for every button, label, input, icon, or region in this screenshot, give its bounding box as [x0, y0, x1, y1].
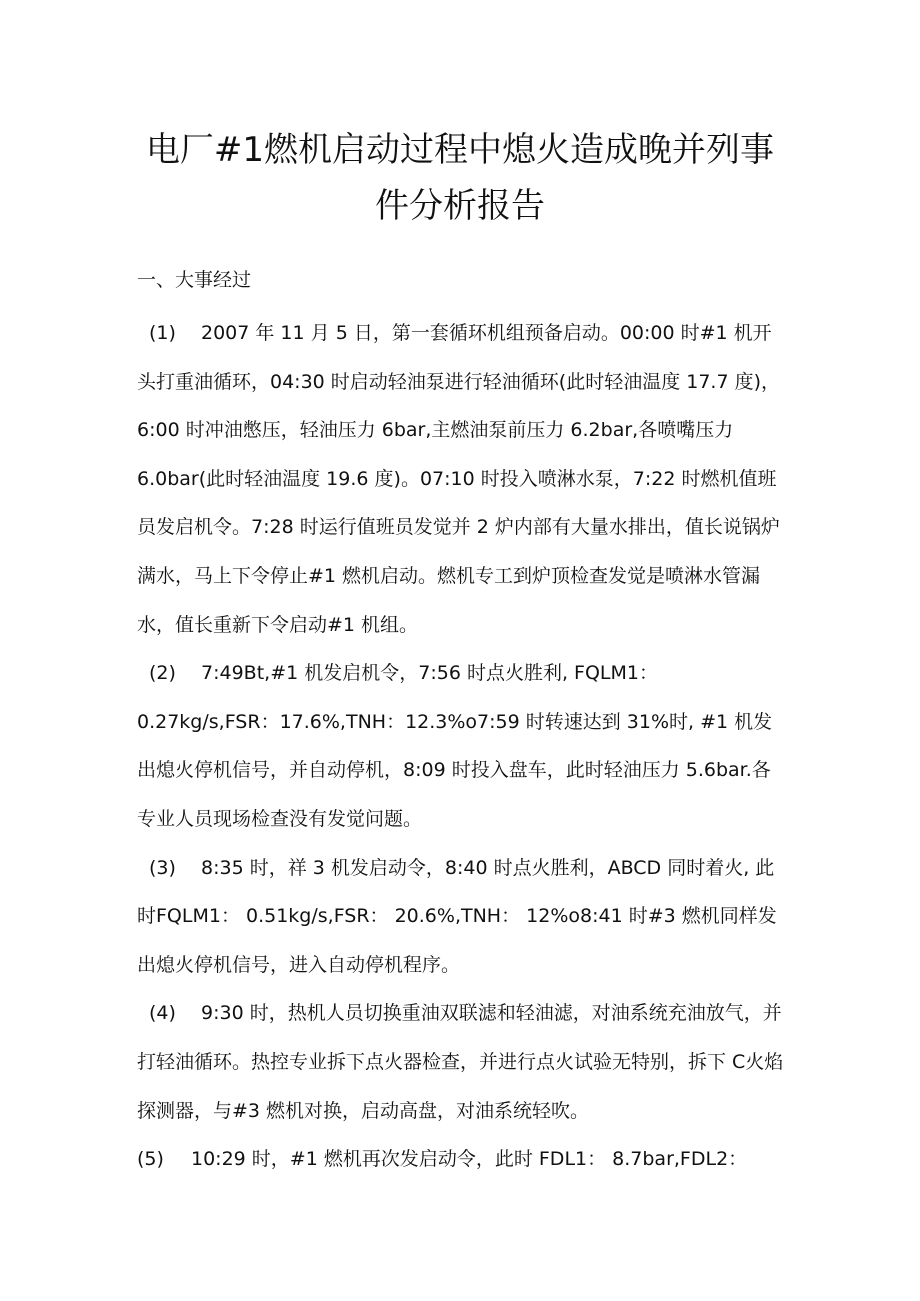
- paragraph-number: (2): [149, 662, 176, 685]
- paragraph-text: 2007 年 11 月 5 日，第一套循环机组预备启动。00:00 时#1 机开头打重油循环，04:30 时启动轻油泵进行轻油循环(此时轻油温度 17.7 度)，6:00 时冲油憋压，轻油压力 6bar,主燃油泵前压力 6.2bar,各喷嘴压力6.0bar(此时轻油温度 19.6 度)。07:10 时投入喷淋水泵，7:22 时燃机值班员发启机令。7:28 时运行值班员发觉并 2 炉内部有大量水排出，值长说锅炉满水，马上下令停止#1 燃机启动。燃机专工到炉顶检查发觉是喷淋水管漏水，值长重新下令启动#1 机组。: [137, 322, 781, 636]
- paragraph-text: 10:29 时，#1 燃机再次发启动令，此时 FDL1： 8.7bar,FDL2：: [191, 1148, 748, 1171]
- section-heading: 一、大事经过: [137, 269, 252, 291]
- paragraph-2: [137, 649, 787, 843]
- paragraph-number: (3): [149, 856, 176, 879]
- paragraph-1: [137, 309, 787, 649]
- paragraph-3: [137, 844, 787, 990]
- paragraph-5: [137, 1135, 787, 1184]
- body-text: [137, 309, 787, 1184]
- title-line-2: 件分析报告: [375, 186, 545, 226]
- paragraph-text: 9:30 时，热机人员切换重油双联滤和轻油滤，对油系统充油放气，并打轻油循环。热控专业拆下点火器检查，并进行点火试验无特别，拆下 C火焰探测器，与#3 燃机对换，启动高盘，对油系统轻吹。: [137, 1002, 784, 1122]
- title-line-1: 电厂#1燃机启动过程中熄火造成晚并列事: [145, 130, 775, 170]
- paragraph-4: [137, 989, 787, 1135]
- paragraph-text: 7:49Bt,#1 机发启机令，7:56 时点火胜利, FQLM1： 0.27kg∕s,FSR：17.6%,TNH：12.3%o7:59 时转速达到 31%时, #1 机发出熄火停机信号，并自动停机，8:09 时投入盘车，此时轻油压力 5.6bar.各专业人员现场检查没有发觉问题。: [137, 662, 773, 830]
- document-title: [0, 122, 920, 234]
- paragraph-text: 8:35 时，祥 3 机发启动令，8:40 时点火胜利，ABCD 同时着火, 此时FQLM1： 0.51kg∕s,FSR： 20.6%,TNH： 12%o8:41 时#3 燃机同样发出熄火停机信号，进入自动停机程序。: [137, 856, 777, 976]
- paragraph-number: (1): [149, 322, 176, 344]
- paragraph-number: (5): [137, 1148, 164, 1171]
- paragraph-number: (4): [149, 1002, 176, 1025]
